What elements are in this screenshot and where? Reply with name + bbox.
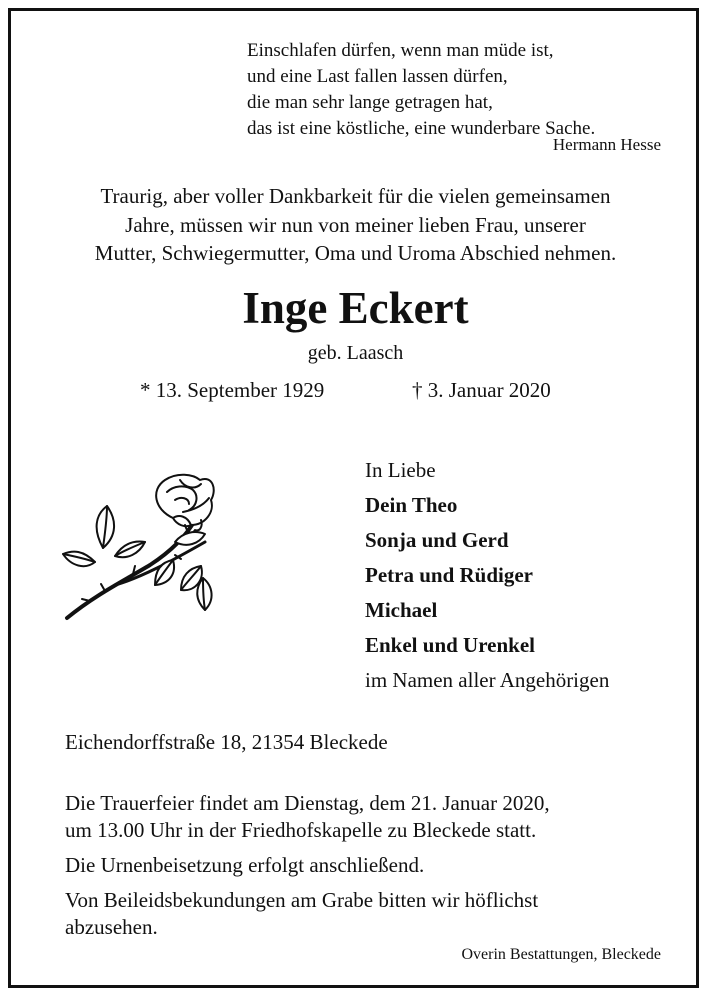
family-member: Enkel und Urenkel xyxy=(365,633,535,657)
family-opening: In Liebe xyxy=(365,458,436,482)
notice-line: Die Trauerfeier findet am Dienstag, dem 21. Januar 2020, xyxy=(65,791,550,815)
notice-paragraph xyxy=(65,790,665,844)
family-member: Sonja und Gerd xyxy=(365,528,509,552)
poem-line: das ist eine köstliche, eine wunderbare Sache. xyxy=(247,118,596,139)
notice-line: um 13.00 Uhr in der Friedhofskapelle zu Bleckede statt. xyxy=(65,818,537,842)
poem xyxy=(247,38,595,142)
intro-text xyxy=(0,182,711,268)
poem-line: und eine Last fallen lassen dürfen, xyxy=(247,66,508,87)
family-member: Dein Theo xyxy=(365,493,458,517)
address: Eichendorffstraße 18, 21354 Bleckede xyxy=(65,730,388,754)
family-member: Petra und Rüdiger xyxy=(365,563,533,587)
family-member: Michael xyxy=(365,598,438,622)
notice-line: Die Urnenbeisetzung erfolgt anschließend. xyxy=(65,853,425,877)
notice-paragraph xyxy=(65,887,665,941)
poem-line: Einschlafen dürfen, wenn man müde ist, xyxy=(247,40,554,61)
funeral-notice xyxy=(65,790,665,949)
deceased-name: Inge Eckert xyxy=(242,283,469,333)
notice-line: Von Beileidsbekundungen am Grabe bitten wir höflichst xyxy=(65,888,539,912)
notice-paragraph xyxy=(65,852,665,879)
intro-line: Traurig, aber voller Dankbarkeit für die vielen gemeinsamen xyxy=(100,184,611,208)
intro-line: Mutter, Schwiegermutter, Oma und Uroma Abschied nehmen. xyxy=(94,241,617,265)
birth-date: * 13. September 1929 xyxy=(140,378,325,402)
family-signature xyxy=(365,453,609,698)
undertaker: Overin Bestattungen, Bleckede xyxy=(461,946,661,963)
death-date: † 3. Januar 2020 xyxy=(412,378,551,402)
poem-line: die man sehr lange getragen hat, xyxy=(247,92,493,113)
poem-author: Hermann Hesse xyxy=(552,135,661,154)
rose-icon xyxy=(55,470,225,630)
family-closing: im Namen aller Angehörigen xyxy=(365,668,610,692)
intro-line: Jahre, müssen wir nun von meiner lieben Frau, unserer xyxy=(125,212,586,237)
maiden-name: geb. Laasch xyxy=(307,342,404,364)
notice-line: abzusehen. xyxy=(65,915,158,939)
